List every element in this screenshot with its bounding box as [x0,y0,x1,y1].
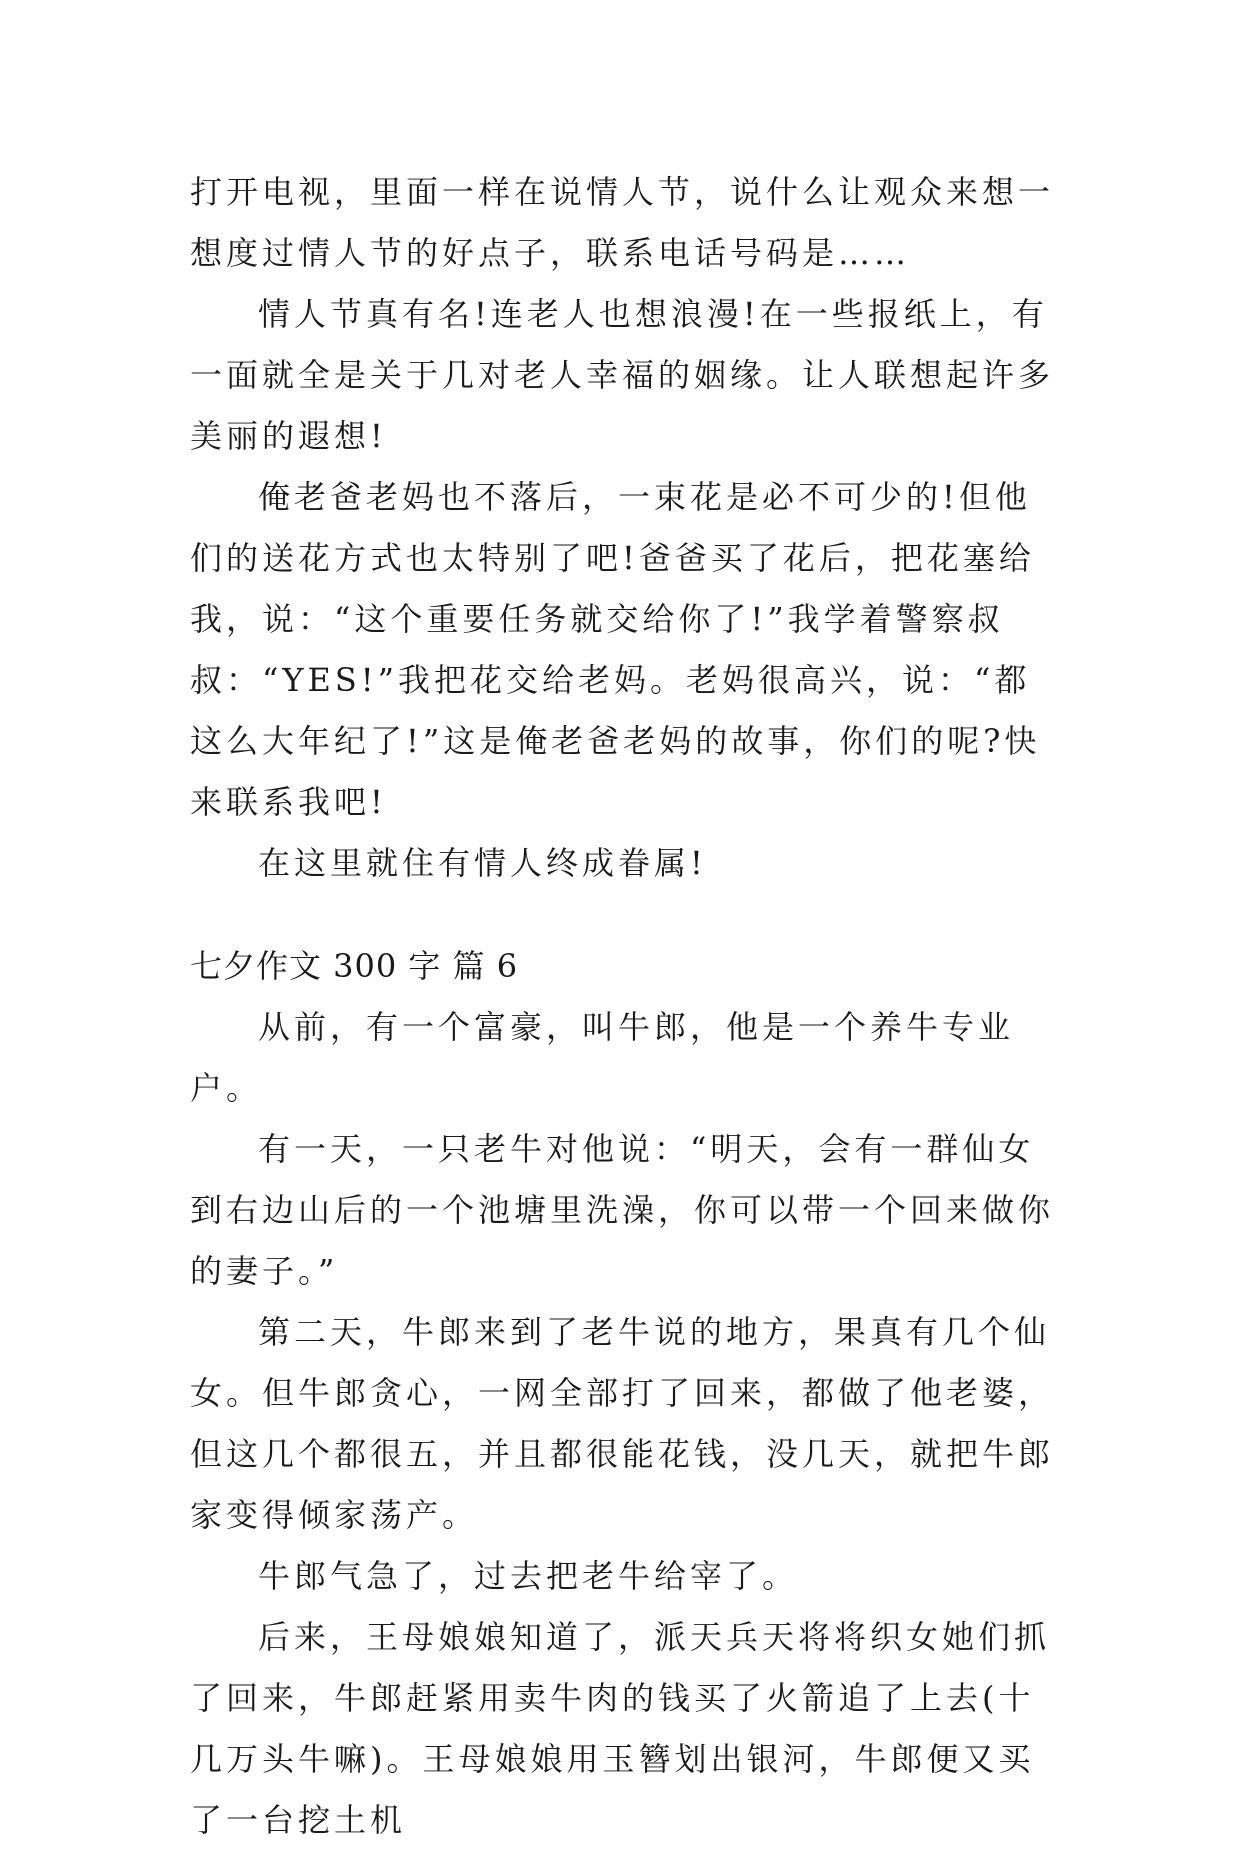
document-body [190,162,1060,1851]
paragraph: 第二天，牛郎来到了老牛说的地方，果真有几个仙女。但牛郎贪心，一网全部打了回来，都做了他老婆，但这几个都很五，并且都很能花钱，没几天，就把牛郎家变得倾家荡产。 [190,1313,1055,1534]
paragraph: 俺老爸老妈也不落后，一束花是必不可少的!但他们的送花方式也太特别了吧!爸爸买了花后，把花塞给我，说：“这个重要任务就交给你了!”我学着警察叔叔：“YES!”我把花交给老妈。老妈很高兴，说：“都这么大年纪了!”这是俺老爸老妈的故事，你们的呢?快来联系我吧! [190,478,1041,821]
paragraph: 在这里就住有情人终成眷属! [258,844,707,882]
paragraph: 情人节真有名!连老人也想浪漫!在一些报纸上，有一面就全是关于几对老人幸福的姻缘。让人联想起许多美丽的遐想! [190,295,1055,455]
paragraph: 牛郎气急了，过去把老牛给宰了。 [258,1557,799,1595]
paragraph: 从前，有一个富豪，叫牛郎，他是一个养牛专业户。 [190,1008,1015,1107]
paragraph: 后来，王母娘娘知道了，派天兵天将将织女她们抓了回来，牛郎赶紧用卖牛肉的钱买了火箭追了上去(十几万头牛嘛)。王母娘娘用玉簪划出银河，牛郎便又买了一台挖土机 [190,1618,1051,1839]
paragraph: 打开电视，里面一样在说情人节，说什么让观众来想一想度过情人节的好点子，联系电话号码是…… [190,173,1055,272]
section-heading: 七夕作文 300 字 篇 6 [190,947,519,985]
paragraph: 有一天，一只老牛对他说：“明天，会有一群仙女到右边山后的一个池塘里洗澡，你可以带一个回来做你的妻子。” [190,1130,1055,1290]
